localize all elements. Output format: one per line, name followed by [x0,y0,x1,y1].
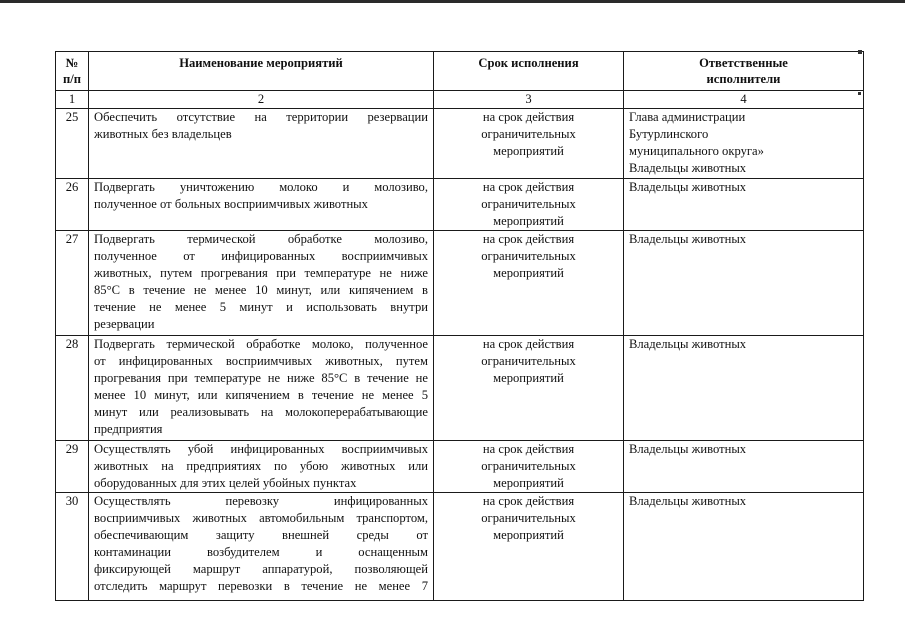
header-number-label: № п/п [62,56,81,86]
responsible-executor-line: Владельцы животных [629,337,747,351]
responsible-executor-line: Бутурлинского [629,127,709,141]
measure-name-line: резервации [94,317,155,331]
scan-mark [858,50,862,54]
column-index: 3 [434,91,624,109]
measure-name-line: Осуществлять убой инфицированных восприимчивых [94,442,428,456]
responsible-executors [624,336,864,441]
measure-name-line: животных на предприятиях по убою животных или [94,459,428,473]
execution-term [434,231,624,336]
header-number [56,52,89,91]
header-responsible-label: Ответственные исполнители [699,56,788,86]
row-number: 28 [56,336,89,441]
execution-term-line: мероприятий [493,476,564,490]
execution-term-line: ограничительных [481,511,576,525]
execution-term-line: на срок действия [482,494,575,508]
header-row [56,52,864,91]
header-term [434,52,624,91]
execution-term-line: мероприятий [493,144,564,158]
responsible-executor-line: Владельцы животных [629,494,747,508]
execution-term-line: мероприятий [493,371,564,385]
measures-table [55,51,864,601]
responsible-executor-line: Владельцы животных [629,180,747,194]
measure-name-line: менее 10 минут, или кипячением в течение не менее 5 [94,388,428,402]
measure-name-line: фиксирующей маршрут аппаратурой, позволяющей [94,562,428,576]
measure-name-line: животных без владельцев [94,127,232,141]
responsible-executor-line: Глава администрации [629,110,746,124]
table-row [56,109,864,179]
table-row [56,441,864,493]
measure-name-line: 85°С в течение не менее 10 минут, или кипячением в [94,283,428,297]
column-index: 2 [89,91,434,109]
responsible-executors [624,493,864,601]
measure-name-line: минут или реализовывать на молокоперерабатывающие [94,405,428,419]
responsible-executors [624,109,864,179]
page-top-border [0,0,905,3]
execution-term [434,493,624,601]
execution-term-line: на срок действия [482,110,575,124]
execution-term-line: на срок действия [482,337,575,351]
header-name [89,52,434,91]
row-number: 25 [56,109,89,179]
responsible-executors [624,231,864,336]
table-body [56,109,864,601]
measure-name [89,493,434,601]
measure-name-line: прогревания при температуре не ниже 85°С в течение не [94,371,428,385]
table-row [56,493,864,601]
measure-name [89,109,434,179]
measure-name-line: от инфицированных восприимчивых животных, путем [94,354,428,368]
execution-term-line: на срок действия [482,180,575,194]
execution-term [434,109,624,179]
measure-name-line: предприятия [94,422,163,436]
execution-term-line: ограничительных [481,127,576,141]
row-number: 26 [56,179,89,231]
header-name-label: Наименование мероприятий [179,56,343,70]
measure-name-line: полученное от больных восприимчивых животных [94,197,368,211]
responsible-executor-line: муниципального округа» [629,144,764,158]
table-row [56,231,864,336]
execution-term [434,336,624,441]
execution-term [434,179,624,231]
execution-term-line: на срок действия [482,442,575,456]
measure-name-line: животных, путем прогревания при температуре не ниже [94,266,428,280]
table-row [56,179,864,231]
measure-name-line: оборудованных для этих целей убойных пунктах [94,476,357,490]
measure-name-line: Подвергать уничтожению молоко и молозиво, [94,180,428,194]
responsible-executors [624,441,864,493]
row-number: 29 [56,441,89,493]
measure-name-line: течение не менее 5 минут и использовать внутри [94,300,428,314]
table-row [56,336,864,441]
measure-name-line: Осуществлять перевозку инфицированных [94,494,428,508]
responsible-executor-line: Владельцы животных [629,161,747,175]
responsible-executor-line: Владельцы животных [629,232,747,246]
header-term-label: Срок исполнения [478,56,579,70]
execution-term-line: ограничительных [481,354,576,368]
measure-name-line: отследить маршрут перевозки в течение не менее 7 [94,579,428,593]
measure-name-line: контаминации возбудителем и оснащенным [94,545,428,559]
column-index-row [56,91,864,109]
measure-name-line: обеспечивающим защиту внешней среды от [94,528,428,542]
measure-name [89,336,434,441]
row-number: 27 [56,231,89,336]
measure-name [89,179,434,231]
measure-name-line: полученное от инфицированных восприимчивых [94,249,428,263]
row-number: 30 [56,493,89,601]
execution-term-line: мероприятий [493,528,564,542]
column-index: 4 [624,91,864,109]
execution-term [434,441,624,493]
execution-term-line: мероприятий [493,214,564,228]
measure-name-line: восприимчивых животных автомобильным транспортом, [94,511,428,525]
measure-name-line: Подвергать термической обработке молоко, полученное [94,337,428,351]
execution-term-line: ограничительных [481,249,576,263]
measure-name-line: Подвергать термической обработке молозиво, [94,232,428,246]
header-responsible [624,52,864,91]
measure-name [89,441,434,493]
column-index: 1 [56,91,89,109]
measure-name [89,231,434,336]
execution-term-line: на срок действия [482,232,575,246]
responsible-executors [624,179,864,231]
scan-mark [858,92,861,95]
execution-term-line: ограничительных [481,459,576,473]
responsible-executor-line: Владельцы животных [629,442,747,456]
measure-name-line: Обеспечить отсутствие на территории резервации [94,110,428,124]
execution-term-line: ограничительных [481,197,576,211]
execution-term-line: мероприятий [493,266,564,280]
